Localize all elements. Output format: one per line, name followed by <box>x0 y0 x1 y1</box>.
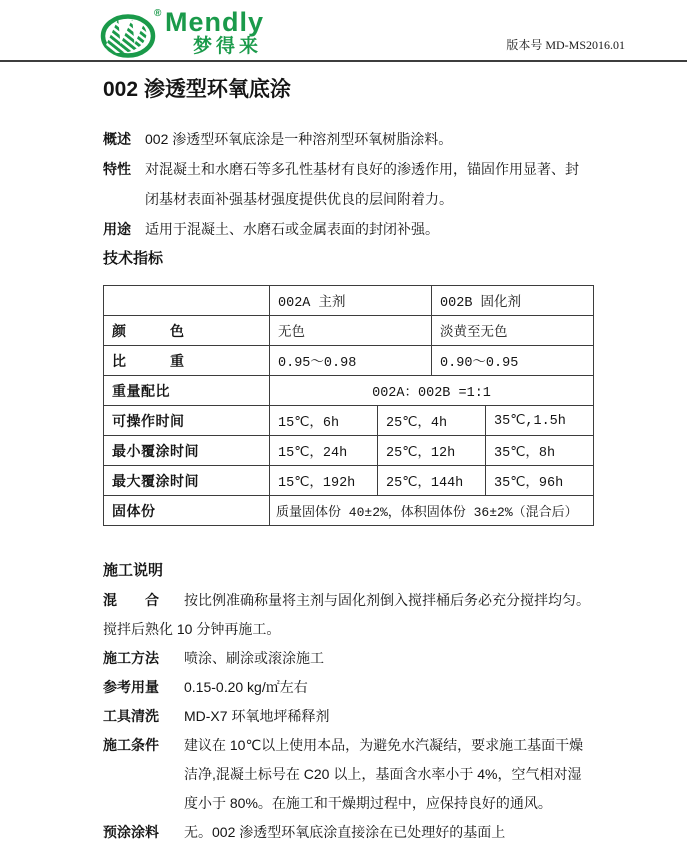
min-recoat-label: 最小覆涂时间 <box>104 436 270 466</box>
min-recoat-15c: 15℃，24h <box>270 436 378 466</box>
tool-cleaning-label: 工具清洗 <box>103 708 159 724</box>
method-label: 施工方法 <box>103 650 159 666</box>
ratio-value: 002A：002B =1:1 <box>270 376 594 406</box>
brand-name-cn: 梦得来 <box>193 36 263 57</box>
gravity-b: 0.90～0.95 <box>432 346 594 376</box>
tool-cleaning-text: MD-X7 环氧地坪稀释剂 <box>184 708 330 724</box>
min-recoat-row <box>104 436 594 466</box>
pot-life-row <box>104 406 594 436</box>
pot-life-25c: 25℃，4h <box>378 406 486 436</box>
mixing-continuation: 搅拌后熟化 10 分钟再施工。 <box>103 621 281 637</box>
gravity-a: 0.95～0.98 <box>270 346 432 376</box>
overview-text: 002 渗透型环氧底涂是一种溶剂型环氧树脂涂料。 <box>145 131 453 147</box>
color-row <box>104 316 594 346</box>
table-corner-cell <box>104 286 270 316</box>
consumption-label: 参考用量 <box>103 679 159 695</box>
features-label: 特性 <box>103 161 131 177</box>
table-header-row <box>104 286 594 316</box>
overview-label: 概述 <box>103 131 131 147</box>
color-a: 无色 <box>270 316 432 346</box>
precoat-label: 预涂涂料 <box>103 824 159 840</box>
pot-life-15c: 15℃，6h <box>270 406 378 436</box>
max-recoat-25c: 25℃，144h <box>378 466 486 496</box>
precoat-row <box>103 818 591 847</box>
pot-life-label: 可操作时间 <box>104 406 270 436</box>
col-header-component-b: 002B 固化剂 <box>432 286 594 316</box>
max-recoat-row <box>104 466 594 496</box>
header-divider <box>0 60 687 62</box>
overview-row <box>103 124 591 154</box>
application-heading: 施工说明 <box>103 562 164 579</box>
consumption-row <box>103 673 591 702</box>
max-recoat-label: 最大覆涂时间 <box>104 466 270 496</box>
tech-specs-table <box>103 285 594 526</box>
mendly-m-ellipse-logo-icon <box>100 9 160 59</box>
solids-row <box>104 496 594 526</box>
tool-cleaning-row <box>103 702 591 731</box>
pot-life-35c: 35℃,1.5h <box>486 406 594 436</box>
usage-label: 用途 <box>103 221 131 237</box>
brand-name-en: Mendly <box>165 7 265 37</box>
precoat-text: 无。002 渗透型环氧底涂直接涂在已处理好的基面上 <box>184 824 506 840</box>
ratio-label: 重量配比 <box>104 376 270 406</box>
method-row <box>103 644 591 673</box>
header <box>0 0 687 60</box>
registered-trademark-symbol: ® <box>154 8 162 19</box>
gravity-row <box>104 346 594 376</box>
min-recoat-35c: 35℃，8h <box>486 436 594 466</box>
brand-logo <box>100 9 264 59</box>
conditions-row <box>103 731 591 818</box>
page-title: 002 渗透型环氧底涂 <box>103 78 291 101</box>
solids-label: 固体份 <box>104 496 270 526</box>
version-label: 版本号 MD-MS2016.01 <box>506 38 625 52</box>
tech-specs-heading: 技术指标 <box>103 250 164 267</box>
conditions-label: 施工条件 <box>103 737 159 753</box>
min-recoat-25c: 25℃，12h <box>378 436 486 466</box>
consumption-text: 0.15-0.20 kg/㎡左右 <box>184 679 308 695</box>
mixing-label: 混 合 <box>103 592 159 608</box>
method-text: 喷涂、刷涂或滚涂施工 <box>184 650 324 666</box>
overview-section <box>103 124 591 274</box>
max-recoat-15c: 15℃，192h <box>270 466 378 496</box>
color-label: 颜 色 <box>104 316 270 346</box>
document-body <box>0 75 687 847</box>
ratio-row <box>104 376 594 406</box>
color-b: 淡黄至无色 <box>432 316 594 346</box>
conditions-text: 建议在 10℃以上使用本品，为避免水汽凝结，要求施工基面干燥洁净,混凝土标号在 C20 以上，基面含水率小于 4%，空气相对湿度小于 80%。在施工和干燥期过程中，应保持良好的通风。 <box>184 737 584 811</box>
col-header-component-a: 002A 主剂 <box>270 286 432 316</box>
usage-text: 适用于混凝土、水磨石或金属表面的封闭补强。 <box>145 221 439 237</box>
brand-text <box>165 9 264 57</box>
max-recoat-35c: 35℃，96h <box>486 466 594 496</box>
features-text: 对混凝土和水磨石等多孔性基材有良好的渗透作用，锚固作用显著、封闭基材表面补强基材强度提供优良的层间附着力。 <box>145 161 579 207</box>
mixing-row <box>103 586 591 615</box>
usage-row <box>103 214 591 244</box>
gravity-label: 比 重 <box>104 346 270 376</box>
mixing-text: 按比例准确称量将主剂与固化剂倒入搅拌桶后务必充分搅拌均匀。 <box>184 592 590 608</box>
features-row <box>103 154 591 214</box>
solids-value: 质量固体份 40±2%，体积固体份 36±2%（混合后） <box>270 496 594 526</box>
